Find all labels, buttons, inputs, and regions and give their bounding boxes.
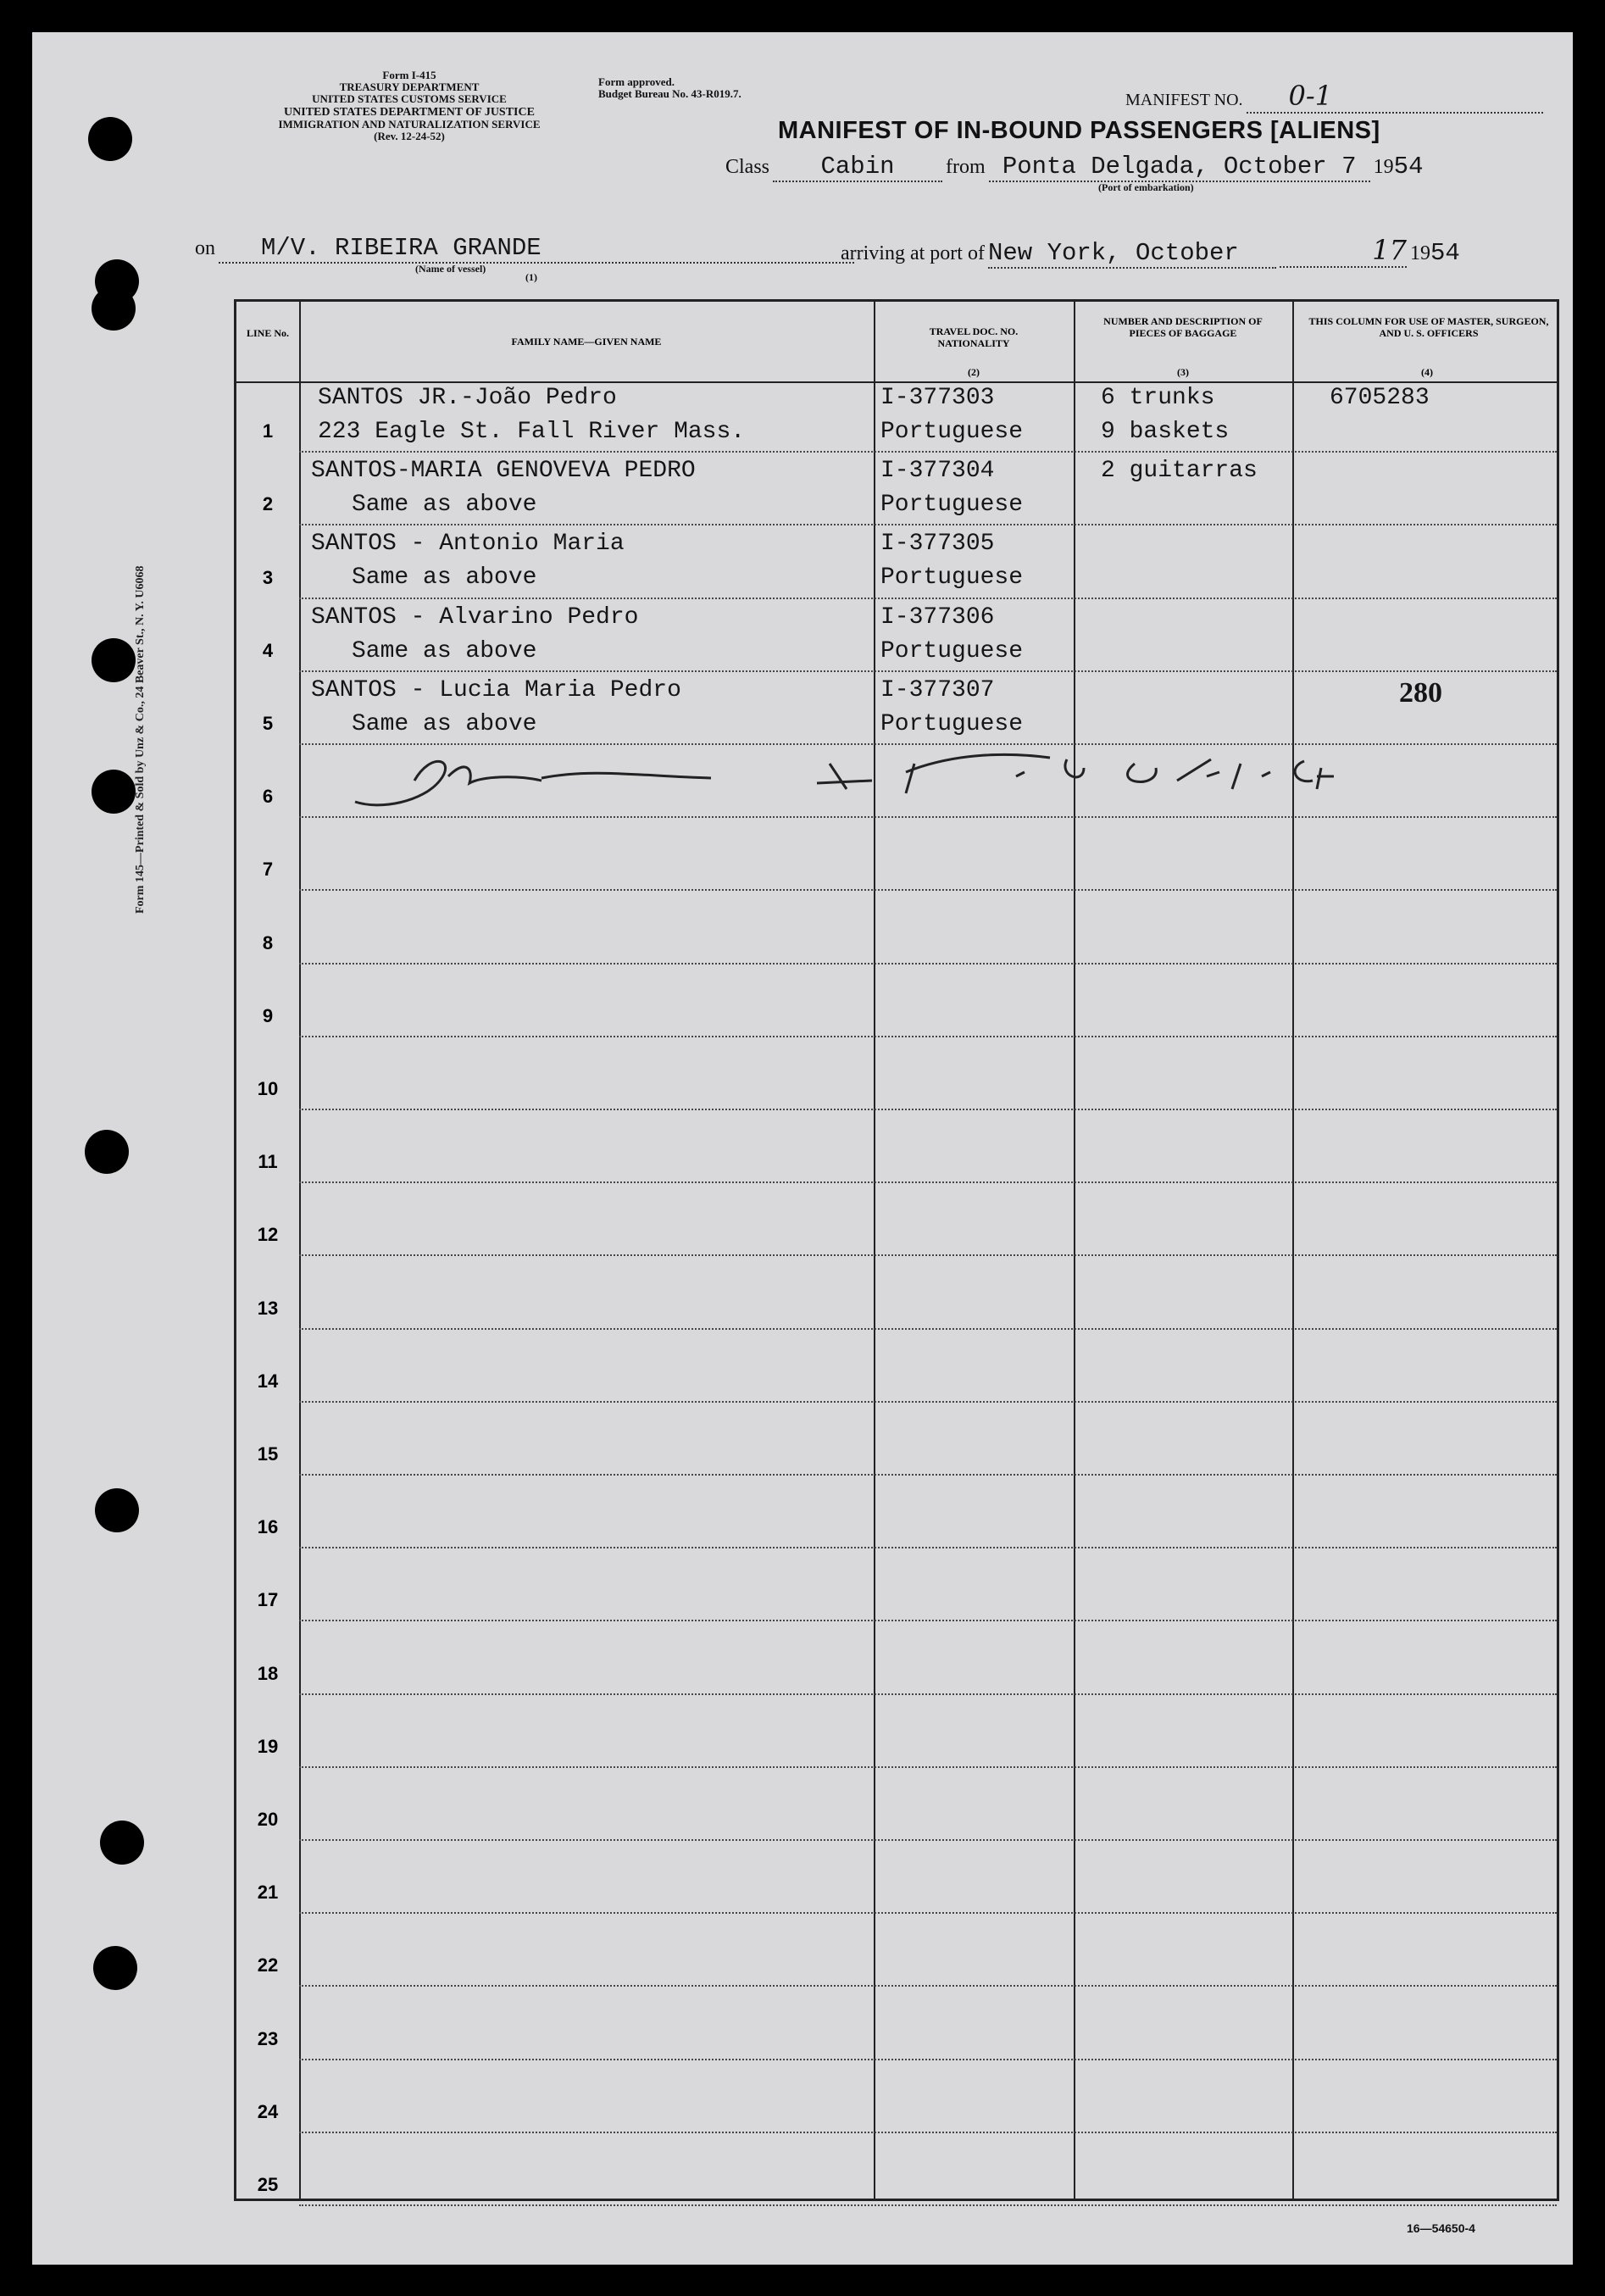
- line-number: 20: [257, 1809, 279, 1830]
- manifest-sheet: [32, 32, 1573, 2265]
- passenger-address: Same as above: [352, 492, 537, 519]
- line-number: 24: [257, 2100, 279, 2122]
- line-number: 3: [262, 566, 274, 588]
- line-number: 6: [262, 786, 274, 808]
- officer-entry: 6705283: [1330, 385, 1430, 411]
- line-number: 17: [257, 1589, 279, 1611]
- row-rule: [299, 1036, 1557, 1037]
- revision-date: (Rev. 12-24-52): [374, 130, 445, 142]
- punch-hole: [92, 770, 136, 814]
- baggage-line-1: 2 guitarras: [1101, 458, 1258, 485]
- row-rule: [299, 963, 1557, 965]
- row-rule: [299, 1912, 1557, 1914]
- passenger-name: SANTOS - Lucia Maria Pedro: [311, 676, 681, 703]
- vessel-line: [195, 234, 854, 264]
- arrival-day: 17: [1280, 234, 1407, 268]
- footer-code: 16—54650-4: [1407, 2221, 1475, 2235]
- row-rule: [299, 1985, 1557, 1987]
- col-line-no: LINE No.: [246, 327, 289, 339]
- ins-service: IMMIGRATION AND NATURALIZATION SERVICE: [278, 118, 541, 131]
- nationality: Portuguese: [880, 637, 1024, 664]
- budget-bureau: Budget Bureau No. 43-R019.7.: [598, 87, 741, 100]
- line-number: 4: [262, 639, 274, 661]
- line-number: 21: [257, 1882, 279, 1904]
- row-rule: [299, 524, 1557, 525]
- passenger-name: SANTOS-MARIA GENOVEVA PEDRO: [311, 458, 696, 485]
- line-number: 15: [257, 1443, 279, 1465]
- arrival-line: [841, 234, 1460, 269]
- punch-hole: [92, 638, 136, 682]
- col-baggage-number: (3): [1177, 366, 1189, 378]
- punch-hole: [85, 1130, 129, 1174]
- travel-doc-number: I-377303: [880, 385, 995, 411]
- row-rule: [299, 670, 1557, 672]
- manifest-label: MANIFEST NO.: [1125, 91, 1243, 109]
- line-number: 9: [262, 1004, 274, 1026]
- row-rule: [299, 2204, 1557, 2206]
- line-number: 1: [262, 420, 274, 442]
- col-officers: THIS COLUMN FOR USE OF MASTER, SURGEON, AND U. S. OFFICERS: [1308, 315, 1549, 339]
- punch-hole: [100, 1821, 144, 1865]
- row-rule: [299, 1766, 1557, 1768]
- row-rule: [299, 1693, 1557, 1695]
- line-number: 12: [257, 1224, 279, 1246]
- embarkation-caption: (Port of embarkation): [1098, 181, 1194, 193]
- travel-doc-number: I-377304: [880, 458, 995, 485]
- col-officers-number: (4): [1421, 366, 1433, 378]
- from-year-suffix: 54: [1393, 153, 1424, 181]
- line-number: 23: [257, 2027, 279, 2049]
- passenger-name: SANTOS - Antonio Maria: [311, 531, 625, 558]
- row-rule: [299, 2132, 1557, 2133]
- officer-signature: [321, 742, 1605, 810]
- manifest-number-field: [1125, 80, 1543, 114]
- nationality: Portuguese: [880, 492, 1024, 519]
- row-rule: [299, 1109, 1557, 1110]
- row-rule: [299, 1547, 1557, 1548]
- baggage-line-1: 6 trunks: [1101, 385, 1215, 411]
- line-number: 14: [257, 1370, 279, 1392]
- baggage-line-2: 9 baskets: [1101, 419, 1230, 445]
- form-number: Form I-415: [382, 69, 436, 81]
- agency-block: [193, 69, 625, 142]
- row-rule: [299, 598, 1557, 599]
- passenger-table: [234, 299, 1559, 2201]
- passenger-address: Same as above: [352, 637, 537, 664]
- line-number: 10: [257, 1078, 279, 1099]
- passenger-address: 223 Eagle St. Fall River Mass.: [318, 419, 746, 445]
- passenger-name: SANTOS JR.-João Pedro: [318, 385, 617, 411]
- from-label: from: [946, 156, 986, 178]
- class-value: Cabin: [773, 153, 942, 182]
- nationality: Portuguese: [880, 710, 1024, 737]
- col-baggage: NUMBER AND DESCRIPTION OF PIECES OF BAGGAGE: [1103, 315, 1263, 339]
- column-divider: [299, 302, 301, 2199]
- row-rule: [299, 1254, 1557, 1256]
- column-divider: [1292, 302, 1294, 2199]
- punch-hole: [92, 286, 136, 331]
- column-divider: [1074, 302, 1075, 2199]
- arriving-label: arriving at port of: [841, 242, 985, 264]
- arrival-year-prefix: 19: [1409, 242, 1430, 264]
- on-label: on: [195, 237, 215, 259]
- line-number: 13: [257, 1297, 279, 1319]
- form-approved: Form approved.: [598, 75, 675, 88]
- nationality: Portuguese: [880, 419, 1024, 445]
- line-number: 5: [262, 713, 274, 734]
- line-number: 8: [262, 931, 274, 953]
- row-rule: [299, 1839, 1557, 1841]
- vessel-column-number: (1): [525, 271, 537, 283]
- row-rule: [299, 816, 1557, 818]
- nationality: Portuguese: [880, 564, 1024, 592]
- col-doc-number: (2): [968, 366, 980, 378]
- from-value: Ponta Delgada, October 7: [989, 153, 1370, 182]
- line-number: 25: [257, 2174, 279, 2195]
- line-number: 7: [262, 859, 274, 881]
- line-number: 22: [257, 1954, 279, 1976]
- travel-doc-number: I-377305: [880, 531, 995, 558]
- line-number: 18: [257, 1662, 279, 1684]
- class-label: Class: [725, 156, 770, 178]
- approval-block: [598, 76, 741, 100]
- officer-entry: 280: [1399, 676, 1442, 709]
- punch-hole: [93, 1946, 137, 1990]
- class-line: [725, 153, 1423, 182]
- col-name: FAMILY NAME—GIVEN NAME: [511, 336, 662, 347]
- row-rule: [299, 1328, 1557, 1330]
- printer-imprint: Form 145—Printed & Sold by Unz & Co., 24 Beaver St., N. Y. U6068: [134, 565, 147, 914]
- travel-doc-number: I-377307: [880, 676, 995, 703]
- punch-hole: [88, 117, 132, 161]
- customs-service: UNITED STATES CUSTOMS SERVICE: [312, 92, 507, 105]
- row-rule: [299, 1401, 1557, 1403]
- passenger-name: SANTOS - Alvarino Pedro: [311, 603, 639, 631]
- vessel-name: M/V. RIBEIRA GRANDE: [219, 234, 854, 264]
- header-divider: [236, 381, 1557, 383]
- line-number: 16: [257, 1516, 279, 1538]
- justice-department: UNITED STATES DEPARTMENT OF JUSTICE: [284, 106, 535, 119]
- passenger-address: Same as above: [352, 564, 537, 592]
- column-divider: [874, 302, 875, 2199]
- row-rule: [299, 889, 1557, 891]
- row-rule: [299, 1474, 1557, 1476]
- from-year-prefix: 19: [1373, 156, 1394, 178]
- line-number: 19: [257, 1735, 279, 1757]
- row-rule: [299, 2059, 1557, 2060]
- col-doc: TRAVEL DOC. NO. NATIONALITY: [929, 325, 1019, 349]
- row-rule: [299, 451, 1557, 453]
- treasury-department: TREASURY DEPARTMENT: [339, 81, 480, 93]
- form-title: MANIFEST OF IN-BOUND PASSENGERS [ALIENS]: [778, 117, 1380, 144]
- row-rule: [299, 1181, 1557, 1183]
- line-number: 11: [258, 1151, 278, 1173]
- arrival-year-suffix: 54: [1430, 239, 1460, 267]
- manifest-number: 0-1: [1247, 80, 1543, 114]
- row-rule: [299, 1620, 1557, 1621]
- arrival-port: New York, October: [988, 239, 1276, 269]
- vessel-caption: (Name of vessel): [415, 263, 486, 275]
- passenger-address: Same as above: [352, 710, 537, 737]
- punch-hole: [95, 1488, 139, 1532]
- travel-doc-number: I-377306: [880, 603, 995, 631]
- line-number: 2: [262, 493, 274, 515]
